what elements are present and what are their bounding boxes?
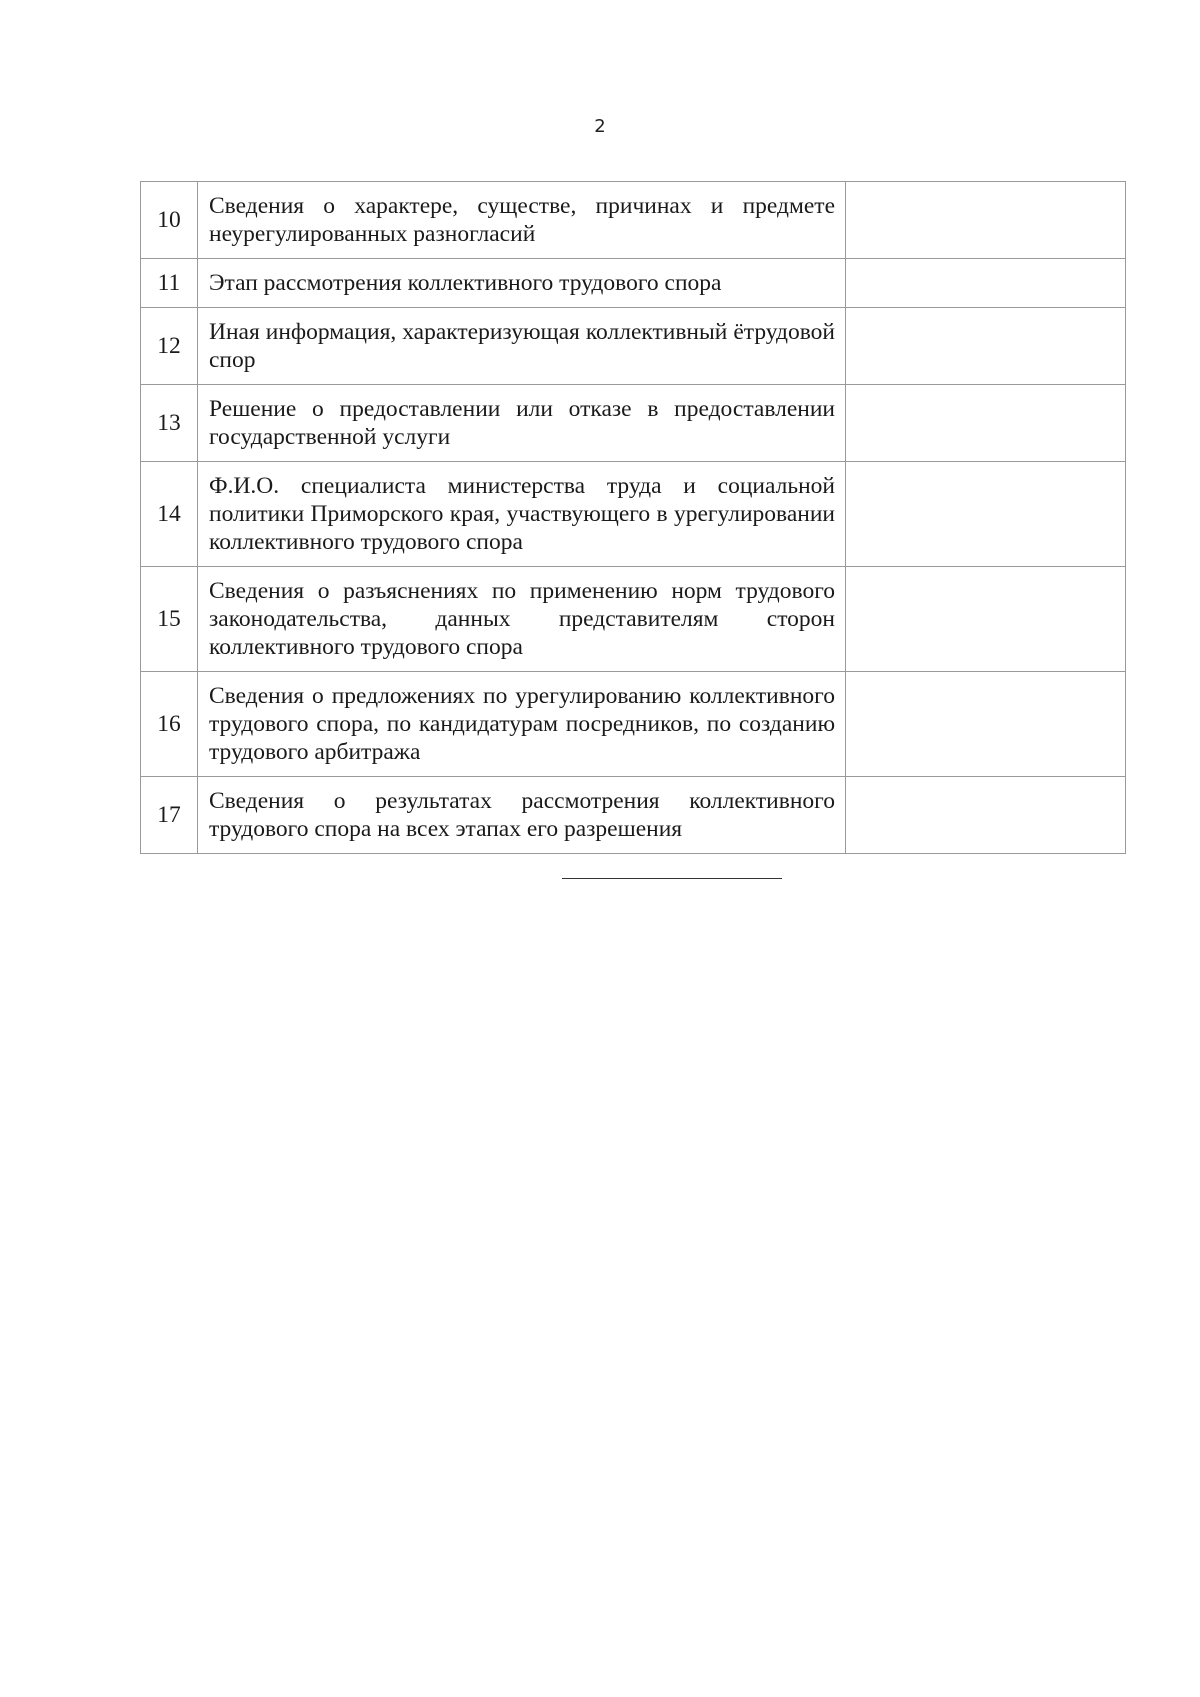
row-value <box>846 567 1126 672</box>
row-number: 14 <box>141 462 198 567</box>
row-value <box>846 462 1126 567</box>
row-value <box>846 182 1126 259</box>
row-value <box>846 672 1126 777</box>
row-number: 16 <box>141 672 198 777</box>
row-description: Сведения о характере, существе, причинах и предмете неурегулированных разногласий <box>198 182 846 259</box>
row-number: 11 <box>141 259 198 308</box>
row-description: Сведения о разъяснениях по применению норм трудового законодательства, данных представителям сторон коллективного трудового спора <box>198 567 846 672</box>
row-number: 13 <box>141 385 198 462</box>
table-row <box>141 462 1126 567</box>
table-row <box>141 567 1126 672</box>
closing-rule <box>562 878 782 879</box>
row-value <box>846 385 1126 462</box>
row-description: Сведения о результатах рассмотрения коллективного трудового спора на всех этапах его разрешения <box>198 777 846 854</box>
row-description: Сведения о предложениях по урегулированию коллективного трудового спора, по кандидатурам посредников, по созданию трудового арбитража <box>198 672 846 777</box>
row-value <box>846 308 1126 385</box>
table-row <box>141 182 1126 259</box>
table-row <box>141 385 1126 462</box>
page-number: 2 <box>594 116 606 137</box>
row-description: Решение о предоставлении или отказе в предоставлении государственной услуги <box>198 385 846 462</box>
row-value <box>846 777 1126 854</box>
table-row <box>141 672 1126 777</box>
row-description: Этап рассмотрения коллективного трудового спора <box>198 259 846 308</box>
row-number: 12 <box>141 308 198 385</box>
table-row <box>141 259 1126 308</box>
table-row <box>141 777 1126 854</box>
row-number: 17 <box>141 777 198 854</box>
row-number: 10 <box>141 182 198 259</box>
row-description: Иная информация, характеризующая коллективный ётрудовой спор <box>198 308 846 385</box>
row-number: 15 <box>141 567 198 672</box>
table-row <box>141 308 1126 385</box>
row-value <box>846 259 1126 308</box>
row-description: Ф.И.О. специалиста министерства труда и социальной политики Приморского края, участвующего в урегулировании коллективного трудового спора <box>198 462 846 567</box>
data-table <box>140 181 1126 854</box>
